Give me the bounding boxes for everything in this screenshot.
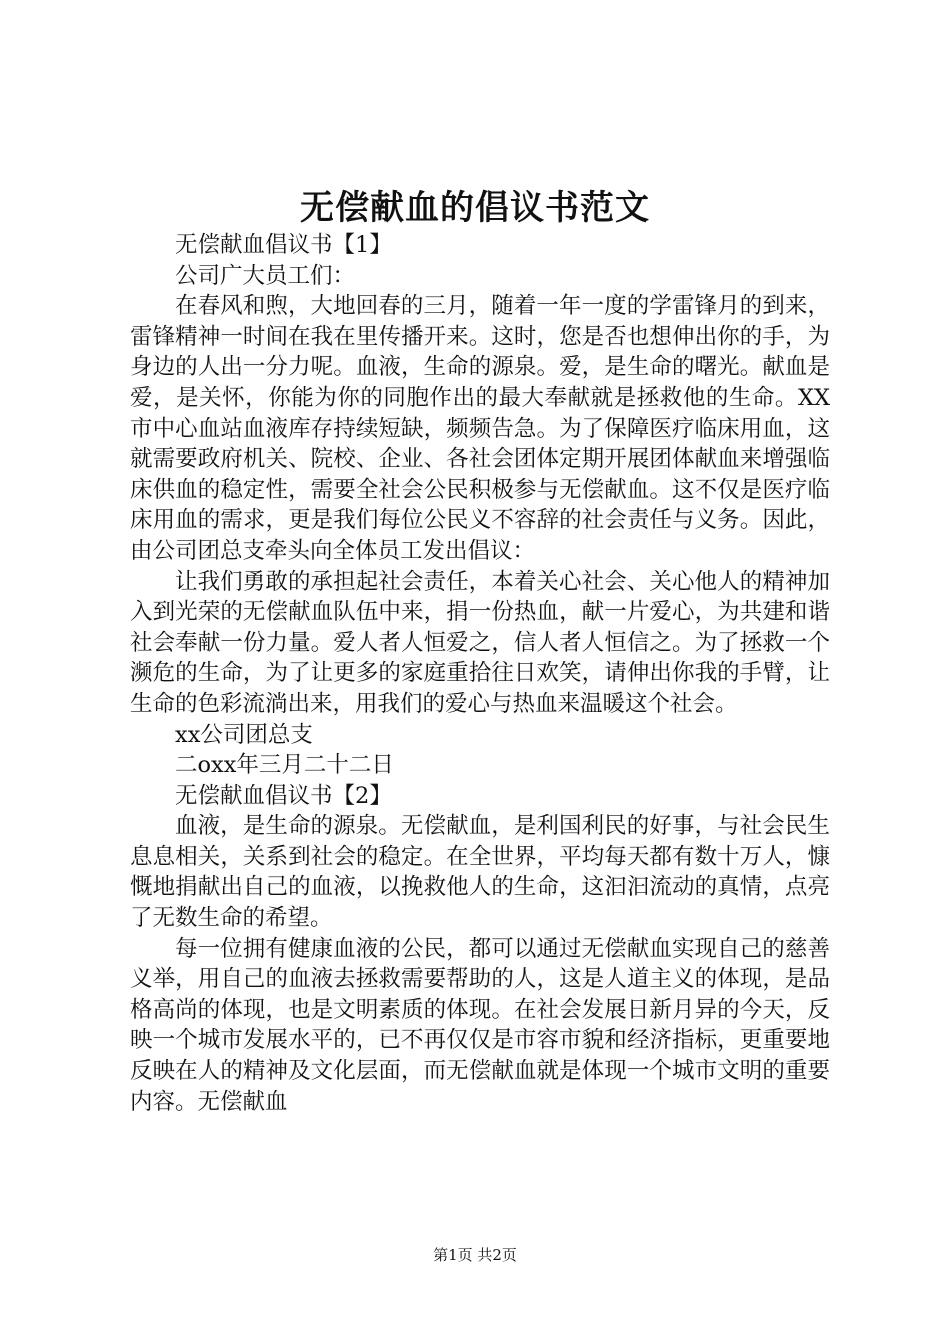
- section-heading-2: 无偿献血倡议书【2】: [175, 782, 392, 809]
- document-body: [130, 230, 830, 1117]
- section-heading-1: 无偿献血倡议书【1】: [175, 232, 392, 258]
- signature-org: xx公司团总支: [175, 721, 313, 748]
- salutation: 公司广大员工们：: [175, 262, 356, 289]
- document-title: 无偿献血的倡议书范文: [300, 188, 650, 228]
- page-number-footer: 第1页 共2页: [433, 1246, 517, 1264]
- body-paragraph: 让我们勇敢的承担起社会责任，本着关心社会、关心他人的精神加入到光荣的无偿献血队伍中来，捐一份热血，献一片爱心，为共建和谐社会奉献一份力量。爱人者人恒爱之，信人者人恒信之。为了拯救一个濒危的生命，为了让更多的家庭重拾往日欢笑，请伸出你我的手臂，让生命的色彩流淌出来，用我们的爱心与热血来温暖这个社会。: [130, 568, 830, 717]
- signature-date: 二oxx年三月二十二日: [175, 752, 394, 779]
- body-paragraph: 每一位拥有健康血液的公民，都可以通过无偿献血实现自己的慈善义举，用自己的血液去拯救需要帮助的人，这是人道主义的体现，是品格高尚的体现，也是文明素质的体现。在社会发展日新月异的今天，反映一个城市发展水平的，已不再仅仅是市容市貌和经济指标，更重要地反映在人的精神及文化层面，而无偿献血就是体现一个城市文明的重要内容。无偿献血: [130, 935, 830, 1115]
- body-paragraph: 在春风和煦，大地回春的三月，随着一年一度的学雷锋月的到来，雷锋精神一时间在我在里传播开来。这时，您是否也想伸出你的手，为身边的人出一分力呢。血液，生命的源泉。爱，是生命的曙光。献血是爱，是关怀，你能为你的同胞作出的最大奉献就是拯救他的生命。XX市中心血站血液库存持续短缺，频频告急。为了保障医疗临床用血，这就需要政府机关、院校、企业、各社会团体定期开展团体献血来增强临床供血的稳定性，需要全社会公民积极参与无偿献血。这不仅是医疗临床用血的需求，更是我们每位公民义不容辞的社会责任与义务。因此，由公司团总支牵头向全体员工发出倡议：: [130, 293, 830, 564]
- body-paragraph: 血液，是生命的源泉。无偿献血，是利国利民的好事，与社会民生息息相关，关系到社会的稳定。在全世界，平均每天都有数十万人，慷慨地捐献出自己的血液，以挽救他人的生命，这汩汩流动的真情，点亮了无数生命的希望。: [130, 813, 830, 932]
